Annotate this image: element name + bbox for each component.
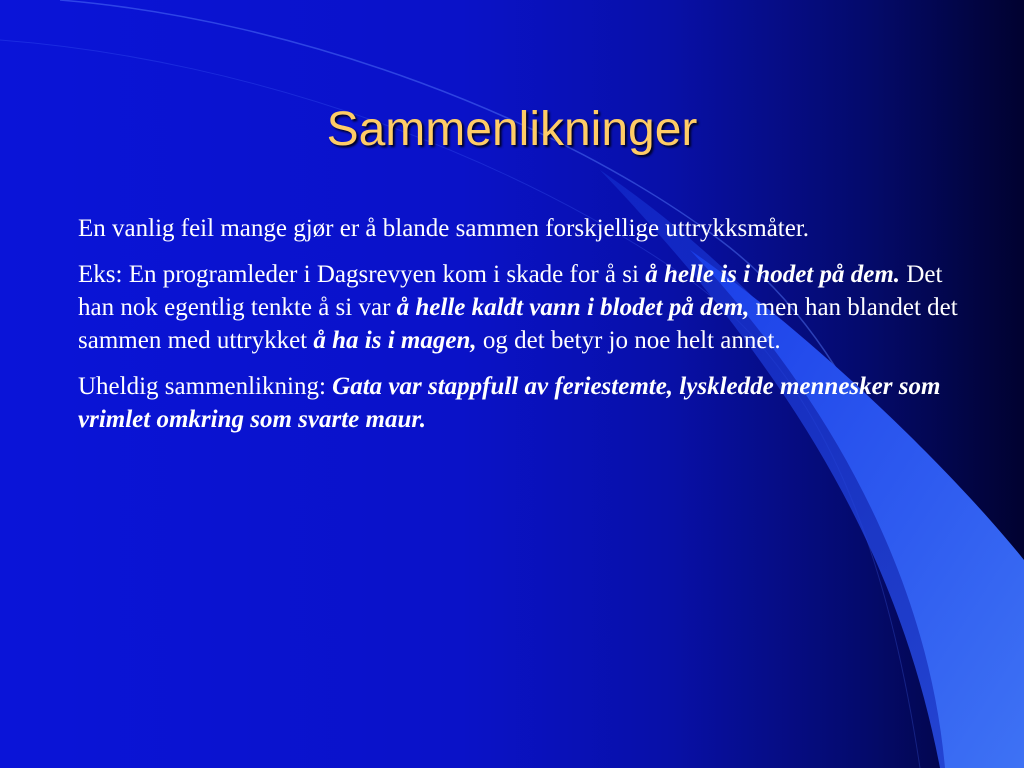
paragraph-example [78,258,958,357]
text-segment: og det betyr jo noe helt annet. [476,327,781,354]
slide-title: Sammenlikninger [326,103,698,156]
emphasis-phrase: Gata var stappfull av feriestemte, lyskledde mennesker som vrimlet omkring som svarte maur. [78,373,941,433]
paragraph-intro [78,212,958,245]
paragraph-bad-comparison [78,370,958,436]
text-segment: En vanlig feil mange gjør er å blande sammen forskjellige uttrykksmåter. [78,215,810,242]
text-segment: Det han nok egentlig tenkte å si var [78,261,943,321]
emphasis-phrase: å helle is i hodet på dem. [645,261,901,288]
emphasis-phrase: å ha is i magen, [313,327,477,354]
text-segment: Eks: En programleder i Dagsrevyen kom i skade for å si [78,261,646,288]
text-segment: men han blandet det sammen med uttrykket [78,294,958,354]
emphasis-phrase: å helle kaldt vann i blodet på dem, [396,294,750,321]
text-segment: Uheldig sammenlikning: [78,373,333,400]
slide-body [78,212,958,449]
